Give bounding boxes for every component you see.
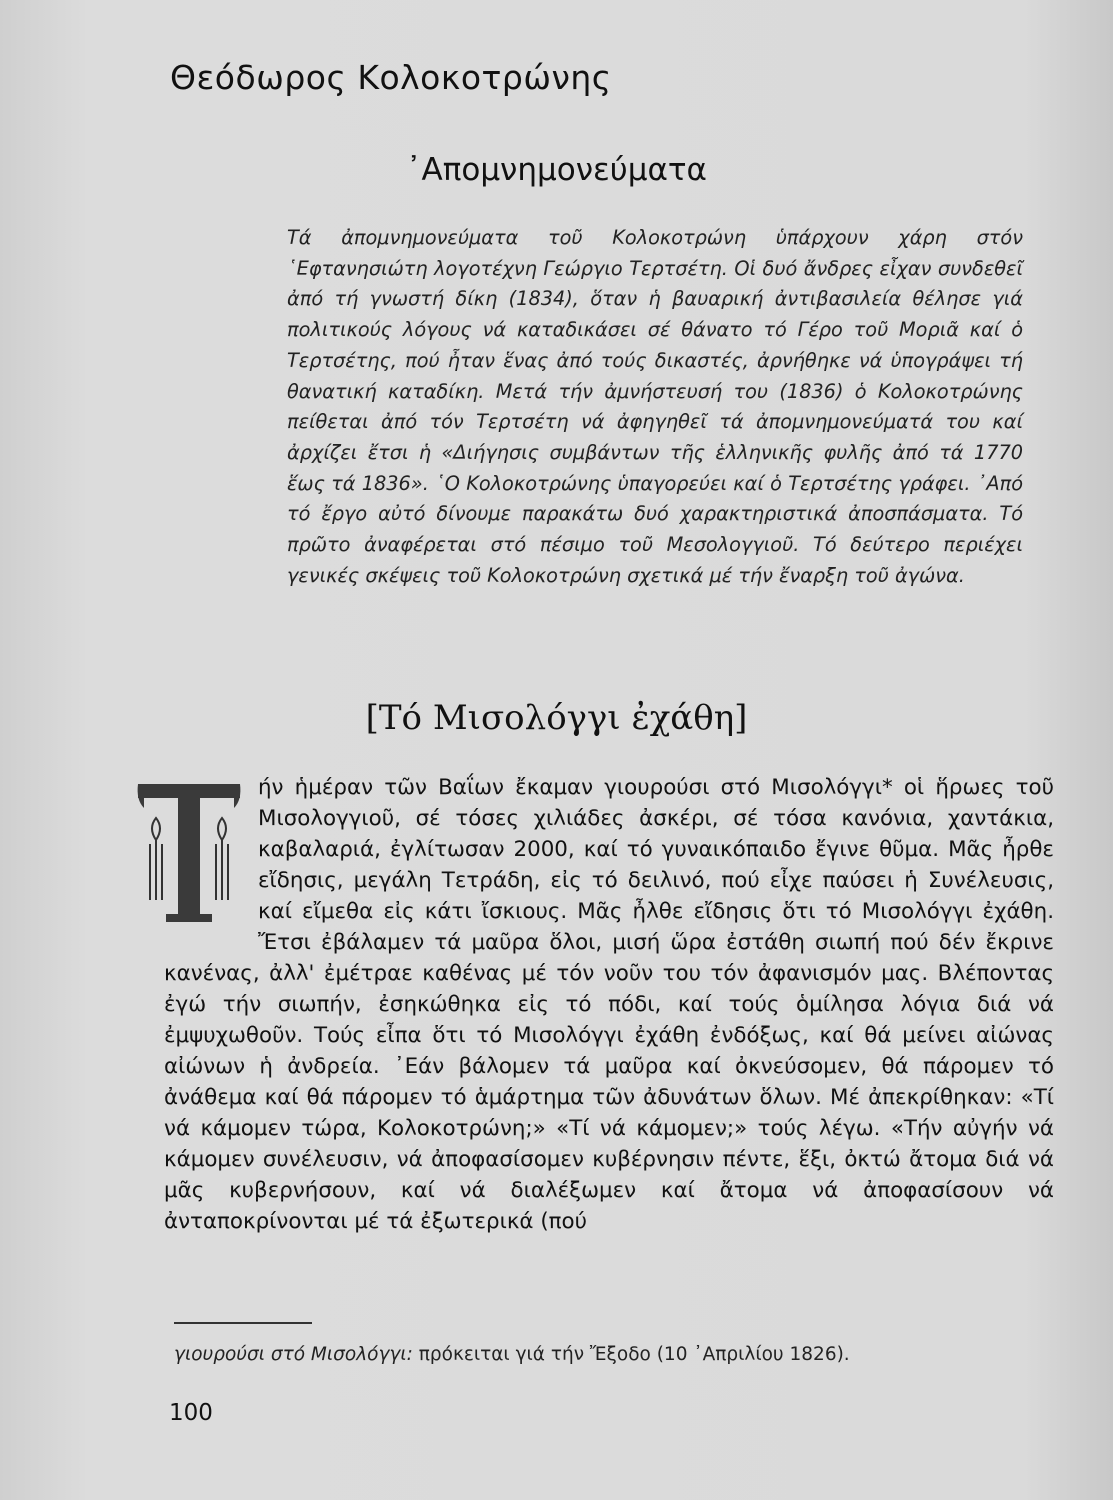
footnote	[174, 1344, 1054, 1365]
footnote-divider	[174, 1322, 312, 1324]
work-title: ᾿Απομνημονεύματα	[406, 152, 707, 188]
dropcap-ornament-icon	[134, 778, 244, 928]
intro-paragraph: Τά ἀπομνημονεύματα τοῦ Κολοκοτρώνη ὑπάρχουν χάρη στόν ῾Εφτανησιώτη λογοτέχνη Γεώργιο Τερτσέτη. Οἱ δυό ἄνδρες εἶχαν συνδεθεῖ ἀπό τή γνωστή δίκη (1834), ὅταν ἡ βαυαρική ἀντιβασιλεία θέλησε γιά πολιτικούς λόγους νά καταδικάσει σέ θάνατο τό Γέρο τοῦ Μοριᾶ καί ὁ Τερτσέτης, πού ἦταν ἕνας ἀπό τούς δικαστές, ἀρνήθηκε νά ὑπογράψει τή θανατική καταδίκη. Μετά τήν ἀμνήστευσή του (1836) ὁ Κολοκοτρώνης πείθεται ἀπό τόν Τερτσέτη νά ἀφηγηθεῖ τά ἀπομνημονεύματά του καί ἀρχίζει ἔτσι ἡ «Διήγησις συμβάντων τῆς ἑλληνικῆς φυλῆς ἀπό τά 1770 ἕως τά 1836». ῾Ο Κολοκοτρώνης ὑπαγορεύει καί ὁ Τερτσέτης γράφει. ᾿Από τό ἔργο αὐτό δίνουμε παρακάτω δυό χαρακτηριστικά ἀποσπάσματα. Τό πρῶτο ἀναφέρεται στό πέσιμο τοῦ Μεσολογγιοῦ. Τό δεύτερο περιέχει γενικές σκέψεις τοῦ Κολοκοτρώνη σχετικά μέ τήν ἔναρξη τοῦ ἀγώνα.	[287, 226, 1023, 587]
footnote-text: πρόκειται γιά τήν Ἔξοδο (10 ᾿Απριλίου 1826).	[412, 1344, 850, 1365]
body-text-block	[164, 772, 1054, 1237]
footnote-term: γιουρούσι στό Μισολόγγι:	[174, 1344, 413, 1365]
page-number: 100	[169, 1400, 213, 1426]
body-paragraph: ήν ἡμέραν τῶν Βαΐων ἔκαμαν γιουρούσι στό Μισολόγγι* οἱ ἥρωες τοῦ Μισολογγιοῦ, σέ τόσες χιλιάδες ἀσκέρι, σέ τόσα κανόνια, χαντάκια, καβαλαριά, ἐγλίτωσαν 2000, καί τό γυναικόπαιδο ἔγινε θῦμα. Μᾶς ἦρθε εἴδησις, μεγάλη Τετράδη, εἰς τό δειλινό, πού εἶχε παύσει ἡ Συνέλευσις, καί εἴμεθα εἰς κάτι ἴσκιους. Μᾶς ἦλθε εἴδησις ὅτι τό Μισολόγγι ἐχάθη. Ἔτσι ἐβάλαμεν τά μαῦρα ὅλοι, μισή ὥρα ἐστάθη σιωπή πού δέν ἔκρινε κανένας, ἀλλ' ἐμέτραε καθένας μέ τόν νοῦν του τόν ἀφανισμόν μας. Βλέποντας ἐγώ τήν σιωπήν, ἐσηκώθηκα εἰς τό πόδι, καί τούς ὁμίλησα λόγια διά νά ἐμψυχωθοῦν. Τούς εἶπα ὅτι τό Μισολόγγι ἐχάθη ἐνδόξως, καί θά μείνει αἰώνας αἰώνων ἡ ἀνδρεία. ᾿Εάν βάλομεν τά μαῦρα καί ὀκνεύσομεν, θά πάρομεν τό ἀνάθεμα καί θά πάρομεν τό ἁμάρτημα τῶν ἀδυνάτων ὅλων. Μέ ἀπεκρίθηκαν: «Τί νά κάμομεν τώρα, Κολοκοτρώνη;» «Τί νά κάμομεν;» τούς λέγω. «Τήν αὐγήν νά κάμομεν συνέλευσιν, νά ἀποφασίσομεν κυβέρνησιν πέντε, ἕξι, ὀκτώ ἄτομα διά νά μᾶς κυβερνήσουν, καί νά διαλέξωμεν καί ἄτομα νά ἀποφασίσουν νά ἀνταποκρίνονται μέ τά ἐξωτερικά (πού	[164, 775, 1054, 1234]
author-heading: Θεόδωρος Κολοκοτρώνης	[170, 58, 612, 97]
section-title: [Τό Μισολόγγι ἐχάθη]	[365, 698, 748, 738]
ornamental-dropcap	[134, 778, 244, 928]
